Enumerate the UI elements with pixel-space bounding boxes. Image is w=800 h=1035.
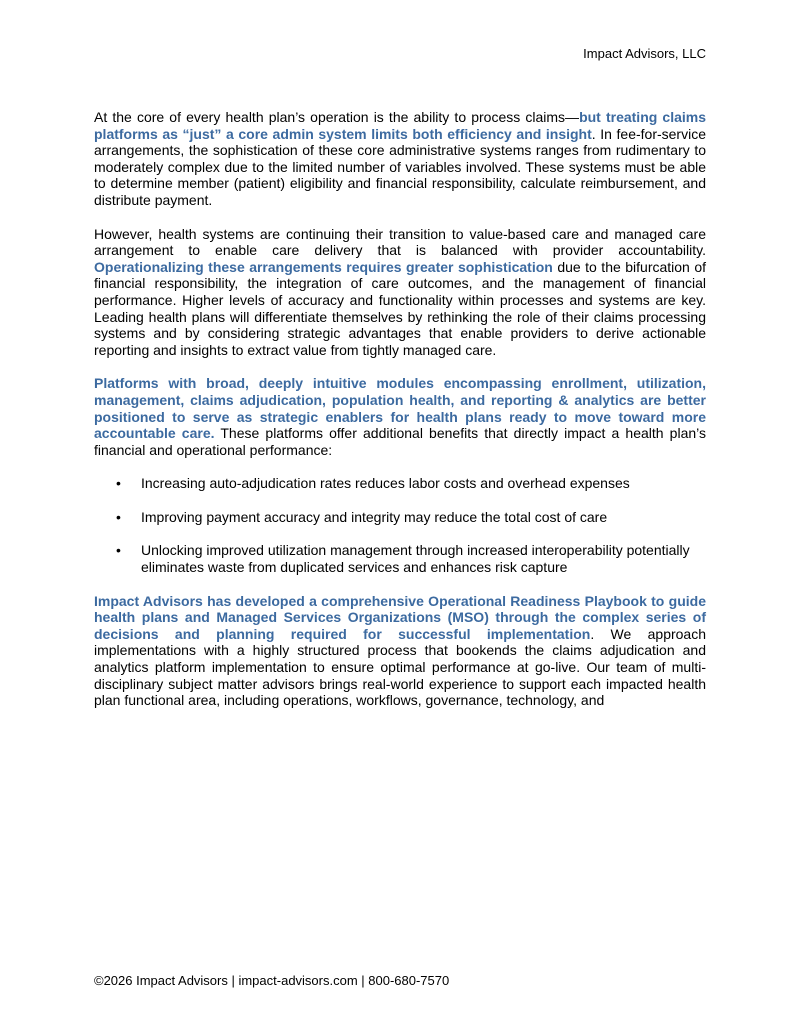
bullet-icon: • <box>116 475 121 492</box>
paragraph-operational-readiness <box>94 593 706 709</box>
benefits-list <box>94 475 706 575</box>
list-item <box>94 475 706 492</box>
paragraph-platforms <box>94 375 706 458</box>
list-item <box>94 509 706 526</box>
highlighted-text: Impact Advisors has developed a comprehensive Operational Readiness Playbook to guide health plans and Managed Services Organizations (MSO) through the complex series of decisions and planning required for successful implementation <box>94 592 706 642</box>
bullet-icon: • <box>116 542 121 559</box>
paragraph-claims-processing <box>94 109 706 209</box>
paragraph-text: These platforms offer additional benefits that directly impact a health plan’s financial and operational performance: <box>94 425 707 458</box>
list-item-text: Increasing auto-adjudication rates reduces labor costs and overhead expenses <box>141 475 630 492</box>
highlighted-text: but treating claims platforms as “just” a core admin system limits both efficiency and insight <box>94 109 707 142</box>
list-item-text: Improving payment accuracy and integrity may reduce the total cost of care <box>141 508 608 525</box>
paragraph-text: However, health systems are continuing their transition to value-based care and managed care arrangement to enable care delivery that is balanced with provider accountability. <box>94 225 706 259</box>
list-item-text: Unlocking improved utilization management through increased interoperability potentially eliminates waste from duplicated services and enhances risk capture <box>141 542 690 576</box>
highlighted-text: Operationalizing these arrangements requires greater sophistication <box>94 258 553 275</box>
header-company-name: Impact Advisors, LLC <box>583 46 706 61</box>
paragraph-text: . In fee-for-service arrangements, the sophistication of these core administrative systems ranges from rudimentary to moderately complex due to the limited number of variables involved. These systems must be able to determine member (patient) eligibility and financial responsibility, calculate reimbursement, and distribute payment. <box>94 125 706 208</box>
document-body <box>94 109 706 726</box>
footer-contact: ©2026 Impact Advisors | impact-advisors.com | 800-680-7570 <box>94 973 450 988</box>
paragraph-value-based-care <box>94 226 706 359</box>
paragraph-text: due to the bifurcation of financial responsibility, the integration of care outcomes, and the management of financial performance. Higher levels of accuracy and functionality within processes and systems are key. Leading health plans will differentiate themselves by rethinking the role of their claims processing systems and by considering strategic advantages that enable providers to derive actionable reporting and insights to extract value from tightly managed care. <box>94 258 706 358</box>
highlighted-text: Platforms with broad, deeply intuitive modules encompassing enrollment, utilization, management, claims adjudication, population health, and reporting & analytics are better positioned to serve as strategic enablers for health plans ready to move toward more accountable care. <box>94 375 706 442</box>
list-item <box>94 542 706 575</box>
paragraph-text: . We approach implementations with a highly structured process that bookends the claims adjudication and analytics platform implementation to ensure optimal performance at go-live. Our team of multi-disciplinary subject matter advisors brings real-world experience to support each impacted health plan functional area, including operations, workflows, governance, technology, and <box>94 625 706 709</box>
bullet-icon: • <box>116 508 121 525</box>
paragraph-text: At the core of every health plan’s operation is the ability to process claims— <box>94 109 580 125</box>
